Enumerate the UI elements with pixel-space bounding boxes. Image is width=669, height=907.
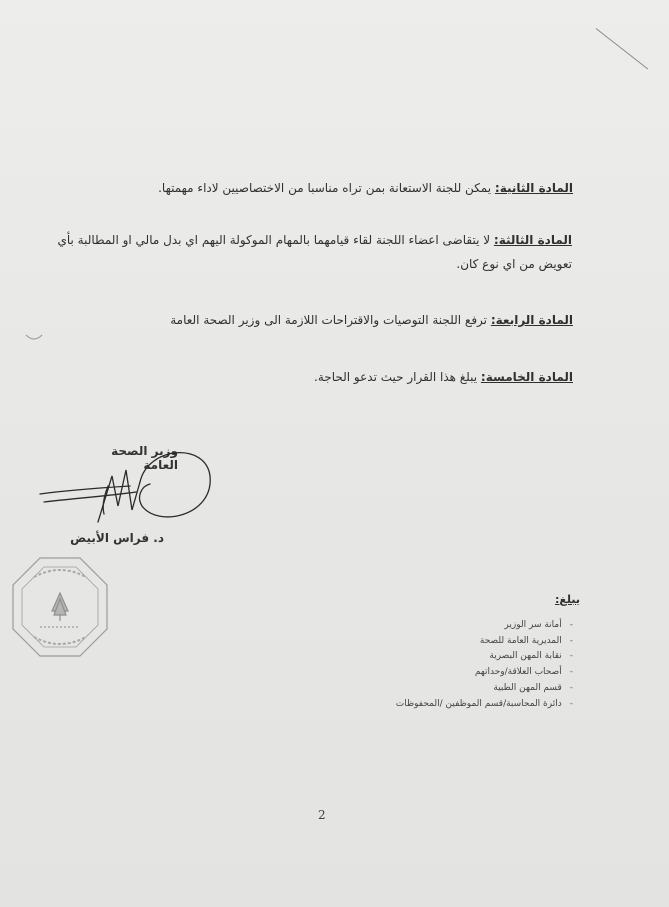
article-two-heading: المادة الثانية: [494,181,573,195]
cc-item: - دائرة المحاسبة/قسم الموظفين /المحفوظات [313,697,573,713]
article-three [56,228,572,276]
article-two-text: يمكن للجنة الاستعانة بمن تراه مناسبا من الاختصاصيين لاداء مهمتها. [158,181,495,195]
minister-name: د. فراس الأبيض [70,531,164,545]
article-two [60,176,573,200]
article-three-heading: المادة الثالثة: [493,233,572,247]
cc-item: - المديرية العامة للصحة [313,634,573,650]
ministry-stamp [10,555,110,659]
cc-item: - أصحاب العلاقة/وحداتهم [313,665,573,681]
handwritten-signature [38,436,218,528]
cc-title: يبلغ: [554,593,580,606]
corner-pen-mark [596,28,649,69]
cc-item: - قسم المهن الطبية [313,681,573,697]
minister-title: وزير الصحة العامة [111,444,178,472]
article-three-text: لا يتقاضى اعضاء اللجنة لقاء قيامهما بالمهام الموكولة اليهم اي بدل مالي او المطالبة بأي تعويض من اي نوع كان. [57,233,572,271]
article-five [60,365,573,389]
article-five-heading: المادة الخامسة: [480,370,573,384]
cc-item: - أمانة سر الوزير [313,618,573,634]
article-four [60,308,573,332]
cc-item: - نقابة المهن البصرية [313,649,573,665]
margin-mark [24,332,44,344]
article-four-heading: المادة الرابعة: [490,313,573,327]
cc-list [313,618,573,712]
article-five-text: يبلغ هذا القرار حيث تدعو الحاجة. [314,370,481,384]
page-number: 2 [318,808,326,822]
article-four-text: ترفع اللجنة التوصيات والاقتراحات اللازمة الى وزير الصحة العامة [170,313,491,327]
